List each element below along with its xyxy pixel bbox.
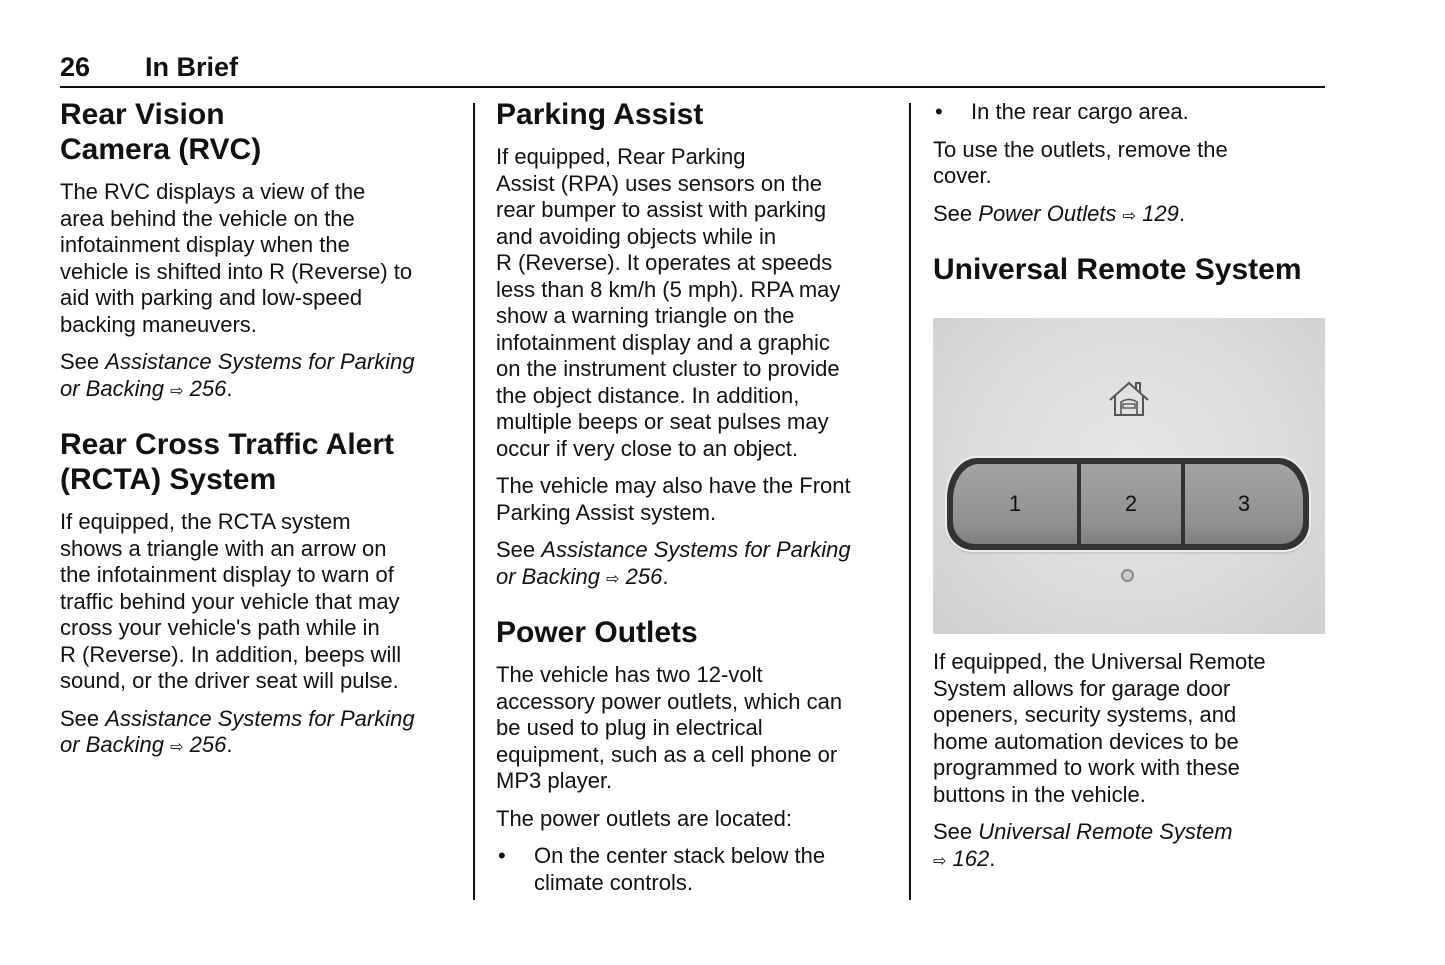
universal-remote-body: If equipped, the Universal Remote System allows for garage door openers, security systems, and home automation devices to be programmed to work with these buttons in the vehicle. xyxy=(933,649,1266,807)
column-1 xyxy=(60,97,460,773)
parking-assist-see-reference xyxy=(496,537,896,593)
power-outlets-heading: Power Outlets xyxy=(496,616,698,649)
page-reference[interactable]: 256 xyxy=(625,563,663,589)
rcta-see-reference xyxy=(60,706,460,762)
page-header xyxy=(60,52,238,83)
reference-link[interactable]: Assistance Systems for Parking or Backing xyxy=(60,349,415,401)
indicator-light xyxy=(1121,569,1134,582)
universal-remote-photo xyxy=(933,318,1325,634)
reference-link[interactable]: Universal Remote System xyxy=(978,819,1233,844)
power-outlets-body: The vehicle has two 12-volt accessory power outlets, which can be used to plug in electrical equipment, such as a cell phone or MP3 player. xyxy=(496,662,843,793)
see-prefix: See xyxy=(933,819,979,844)
garage-house-icon xyxy=(1108,380,1150,418)
parking-assist-body: If equipped, Rear Parking Assist (RPA) uses sensors on the rear bumper to assist with parking and avoiding objects while in R (Reverse). It operates at speeds less than 8 km/h (5 mph). RPA may show a warning triangle on the infotainment display and a graphic on the instrument cluster to provide the object distance. In addition, multiple beeps or seat pulses may occur if very close to an object. xyxy=(496,144,841,461)
remote-button-3: 3 xyxy=(1185,464,1303,544)
remote-button-1: 1 xyxy=(953,464,1077,544)
bullet-icon: • xyxy=(935,99,943,124)
list-item xyxy=(933,99,1333,126)
rvc-see-reference xyxy=(60,349,460,405)
list-item xyxy=(496,843,896,896)
parking-assist-heading: Parking Assist xyxy=(496,98,704,131)
list-item-text: In the rear cargo area. xyxy=(971,99,1189,124)
page-reference[interactable]: 256 xyxy=(189,732,227,757)
section-title: In Brief xyxy=(145,52,239,82)
see-prefix: See xyxy=(60,705,106,731)
power-outlets-use: To use the outlets, remove the cover. xyxy=(933,136,1228,188)
rvc-heading: Rear Vision Camera (RVC) xyxy=(60,98,262,166)
button-console xyxy=(947,458,1309,550)
remote-button-2: 2 xyxy=(1081,464,1181,544)
reference-link[interactable]: Assistance Systems for Parking or Backing xyxy=(496,537,851,589)
page-reference[interactable]: 162 xyxy=(952,845,990,871)
column-2 xyxy=(496,97,896,907)
column-3 xyxy=(933,99,1333,886)
period: . xyxy=(226,375,233,401)
bullet-icon: • xyxy=(498,843,506,868)
page-arrow-icon: ⇨ xyxy=(170,739,184,756)
universal-remote-heading: Universal Remote System xyxy=(933,253,1302,286)
see-prefix: See xyxy=(496,537,542,562)
see-prefix: See xyxy=(60,349,106,374)
universal-remote-see-reference xyxy=(933,819,1333,875)
page-number: 26 xyxy=(60,52,91,82)
rvc-body: The RVC displays a view of the area behind the vehicle on the infotainment display when the vehicle is shifted into R (Reverse) to aid with parking and low-speed backing maneuvers. xyxy=(60,179,413,337)
column-divider xyxy=(909,103,911,900)
period: . xyxy=(662,563,669,589)
page-arrow-icon: ⇨ xyxy=(170,382,184,400)
period: . xyxy=(1178,200,1185,226)
page-arrow-icon: ⇨ xyxy=(606,570,620,588)
power-outlets-located: The power outlets are located: xyxy=(496,805,792,831)
reference-link[interactable]: Assistance Systems for Parking or Backing xyxy=(60,705,415,757)
front-parking-assist-note: The vehicle may also have the Front Parking Assist system. xyxy=(496,473,851,525)
period: . xyxy=(226,732,233,757)
header-rule xyxy=(60,86,1325,88)
column-divider xyxy=(473,103,475,900)
page-arrow-icon: ⇨ xyxy=(1122,207,1136,225)
period: . xyxy=(989,845,996,871)
page-reference[interactable]: 256 xyxy=(189,375,227,401)
see-prefix: See xyxy=(933,200,979,226)
reference-link[interactable]: Power Outlets xyxy=(978,200,1117,226)
page-reference[interactable]: 129 xyxy=(1142,200,1179,226)
power-outlets-see-reference xyxy=(933,201,1333,231)
list-item-text: On the center stack below the climate controls. xyxy=(534,843,826,895)
rcta-heading: Rear Cross Traffic Alert (RCTA) System xyxy=(60,428,395,496)
rcta-body: If equipped, the RCTA system shows a triangle with an arrow on the infotainment display to warn of traffic behind your vehicle that may cross your vehicle's path while in R (Reverse). In addition, beeps will sound, or the driver seat will pulse. xyxy=(60,509,402,693)
page-arrow-icon: ⇨ xyxy=(933,852,947,870)
